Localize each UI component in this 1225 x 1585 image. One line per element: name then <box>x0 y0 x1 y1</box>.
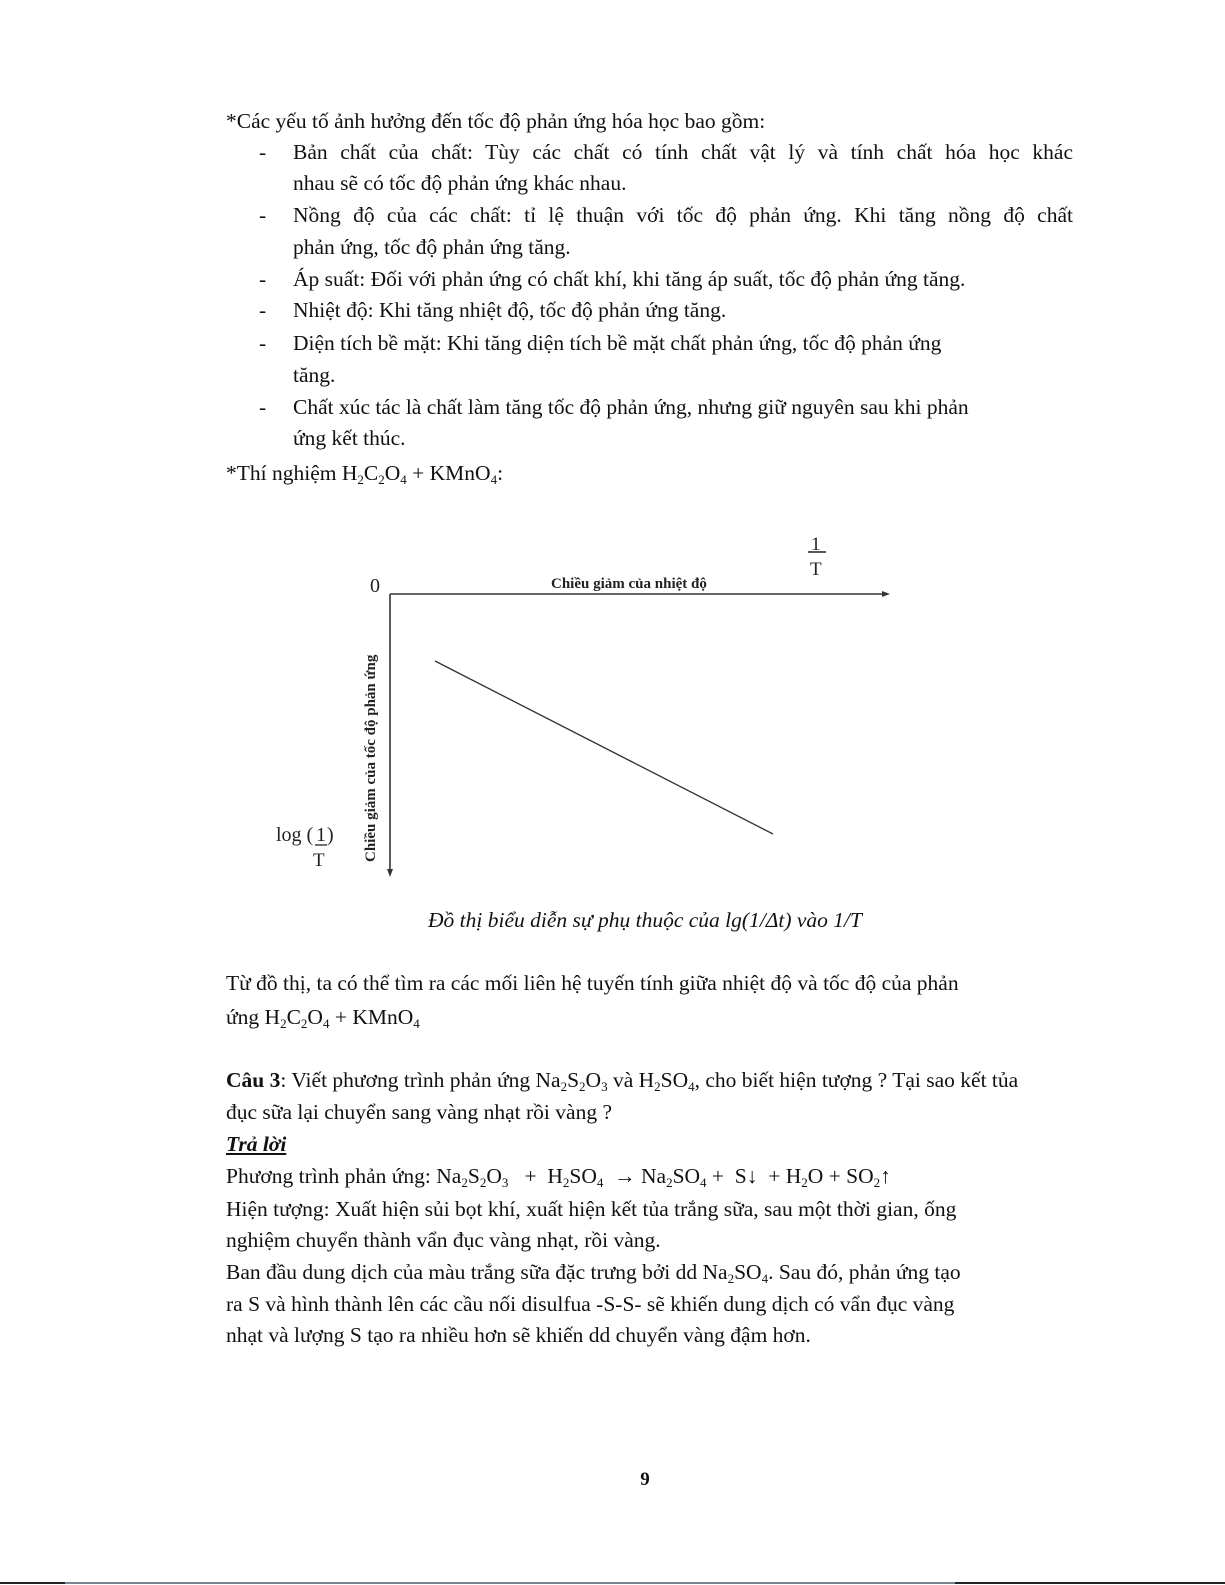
y-end-suffix: ) <box>327 824 334 846</box>
bullet-catalyst-line2: ứng kết thúc. <box>293 426 406 450</box>
bullet-dash: - <box>259 267 267 291</box>
page-bottom-border-shade <box>65 1582 955 1584</box>
y-axis-label: Chiều giảm của tốc độ phản ứng <box>363 654 379 862</box>
bullet-dash: - <box>259 140 267 164</box>
conclusion-line1: Từ đồ thị, ta có thể tìm ra các mối liên hệ tuyến tính giữa nhiệt độ và tốc độ của phản <box>226 971 959 995</box>
factors-heading: *Các yếu tố ảnh hưởng đến tốc độ phản ứng hóa học bao gồm: <box>226 109 766 133</box>
explanation-line1: Ban đầu dung dịch của màu trắng sữa đặc trưng bởi dd $Na_2SO_4$. Sau đó, phản ứng tạo <box>226 1260 961 1286</box>
origin-label: 0 <box>370 575 380 597</box>
explanation-line2: ra S và hình thành lên các cầu nối disulfua -S-S- sẽ khiến dung dịch có vẩn đục vàng <box>226 1292 955 1316</box>
question-line1: Câu 3: Viết phương trình phản ứng $Na_2S_2O_3$ và $H_2SO_4$, cho biết hiện tượng ? Tại sao kết tủa <box>226 1068 1019 1094</box>
conclusion-line2: ứng $H_2C_2O_4$ + KMnO$_4$ <box>226 1005 420 1031</box>
bullet-dash: - <box>259 395 267 419</box>
bullet-dash: - <box>259 331 267 355</box>
bullet-nature-line1: Bản chất của chất: Tùy các chất có tính chất vật lý và tính chất hóa học khác <box>293 140 1073 164</box>
explanation-line3: nhạt và lượng S tạo ra nhiều hơn sẽ khiến dd chuyển vàng đậm hơn. <box>226 1323 811 1347</box>
data-line <box>435 661 773 834</box>
y-axis-arrow-icon <box>387 869 393 877</box>
y-end-denominator: T <box>313 850 325 871</box>
x-end-denominator: T <box>810 559 822 580</box>
bullet-concentration-line2: phản ứng, tốc độ phản ứng tăng. <box>293 235 571 259</box>
bullet-nature-line2: nhau sẽ có tốc độ phản ứng khác nhau. <box>293 171 627 195</box>
phenomenon-line1: Hiện tượng: Xuất hiện sủi bọt khí, xuất hiện kết tủa trắng sữa, sau một thời gian, ống <box>226 1197 957 1221</box>
bullet-temperature: Nhiệt độ: Khi tăng nhiệt độ, tốc độ phản ứng tăng. <box>293 298 727 322</box>
bullet-surface-line2: tăng. <box>293 363 336 387</box>
bullet-concentration-line1: Nồng độ của các chất: tỉ lệ thuận với tốc độ phản ứng. Khi tăng nồng độ chất <box>293 203 1073 227</box>
experiment-heading: *Thí nghiệm $H_2C_2O_4$ + KMnO$_4$: <box>226 461 504 487</box>
x-axis-arrow-icon <box>882 591 890 597</box>
y-end-prefix: log ( <box>276 824 314 846</box>
question-label: Câu 3 <box>226 1068 281 1092</box>
answer-heading: Trả lời <box>226 1132 287 1156</box>
x-end-numerator: 1 <box>811 534 821 555</box>
page-number: 9 <box>640 1469 650 1490</box>
x-axis-label: Chiều giảm của nhiệt độ <box>551 576 707 592</box>
bullet-dash: - <box>259 298 267 322</box>
y-end-numerator: 1 <box>316 824 326 846</box>
phenomenon-line2: nghiệm chuyển thành vẩn đục vàng nhạt, rồi vàng. <box>226 1228 661 1252</box>
question-line2: đục sữa lại chuyển sang vàng nhạt rồi vàng ? <box>226 1100 612 1124</box>
chart-caption: Đồ thị biểu diễn sự phụ thuộc của lg(1/Δt) vào 1/T <box>428 908 862 932</box>
bullet-pressure: Áp suất: Đối với phản ứng có chất khí, khi tăng áp suất, tốc độ phản ứng tăng. <box>293 267 966 291</box>
reaction-equation: Phương trình phản ứng: $Na_2S_2O_3 + H_2SO_4 \to Na_2SO_4$ + S↓ + $H_2O$ + $SO_2↑$ <box>226 1164 891 1190</box>
bullet-catalyst-line1: Chất xúc tác là chất làm tăng tốc độ phản ứng, nhưng giữ nguyên sau khi phản <box>293 395 969 419</box>
bullet-surface-line1: Diện tích bề mặt: Khi tăng diện tích bề mặt chất phản ứng, tốc độ phản ứng <box>293 331 942 355</box>
bullet-dash: - <box>259 203 267 227</box>
